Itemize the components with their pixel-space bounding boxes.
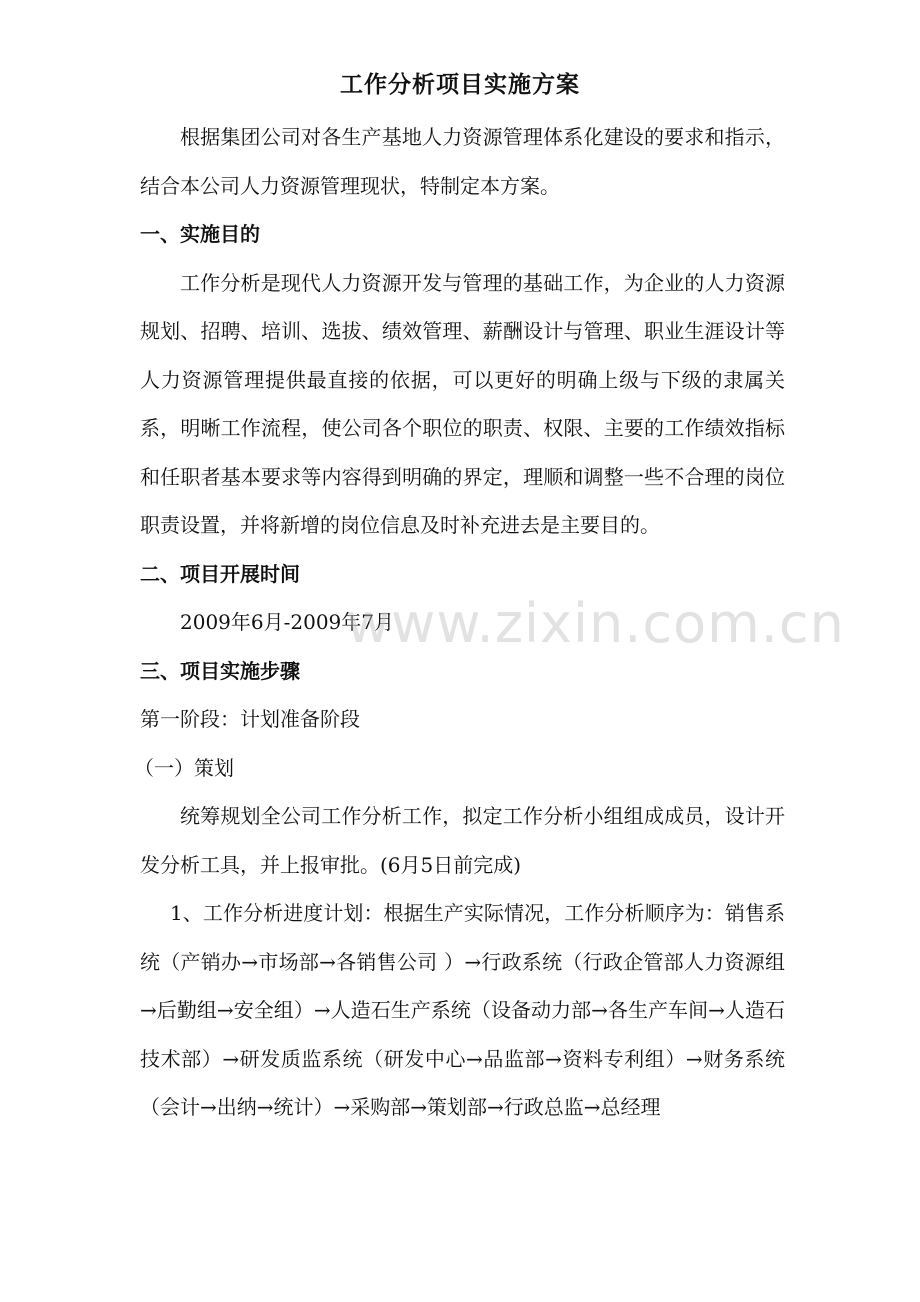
purpose-paragraph: 工作分析是现代人力资源开发与管理的基础工作，为企业的人力资源规划、招聘、培训、选拔、绩效管理、薪酬设计与管理、职业生涯设计等人力资源管理提供最直接的依据，可以更好的明确上级与下级的隶属关系，明晰工作流程，使公司各个职位的职责、权限、主要的工作绩效指标和任职者基本要求等内容得到明确的界定，理顺和调整一些不合理的岗位职责设置，并将新增的岗位信息及时补充进去是主要目的。 [140,270,785,537]
stage-label: 第一阶段：计划准备阶段 [140,707,360,731]
watermark: www.zixin.com.cn [346,592,845,655]
timeline-paragraph: 2009年6月-2009年7月 [180,610,395,634]
section-heading-steps: 三、项目实施步骤 [140,658,300,683]
section-heading-purpose: 一、实施目的 [140,222,260,246]
document-body [134,113,785,1132]
intro-paragraph: 根据集团公司对各生产基地人力资源管理体系化建设的要求和指示，结合本公司人力资源管理现状，特制定本方案。 [140,125,785,198]
schedule-item-1: 1、工作分析进度计划：根据生产实际情况，工作分析顺序为：销售系统（产销办→市场部→各销售公司 ）→行政系统（行政企管部人力资源组→后勤组→安全组）→人造石生产系统（设备动力部→各生产车间→人造石技术部）→研发质监系统（研发中心→品监部→资料专利组）→财务系统（会计→出纳→统计）→采购部→策划部→行政总监→总经理 [140,901,785,1119]
section-heading-timeline: 二、项目开展时间 [140,561,300,586]
document-title: 工作分析项目实施方案 [340,71,580,98]
planning-subheading: （一）策划 [134,755,234,780]
planning-paragraph: 统筹规划全公司工作分析工作，拟定工作分析小组组成成员，设计开发分析工具，并上报审批。(6月5日前完成) [140,804,785,877]
